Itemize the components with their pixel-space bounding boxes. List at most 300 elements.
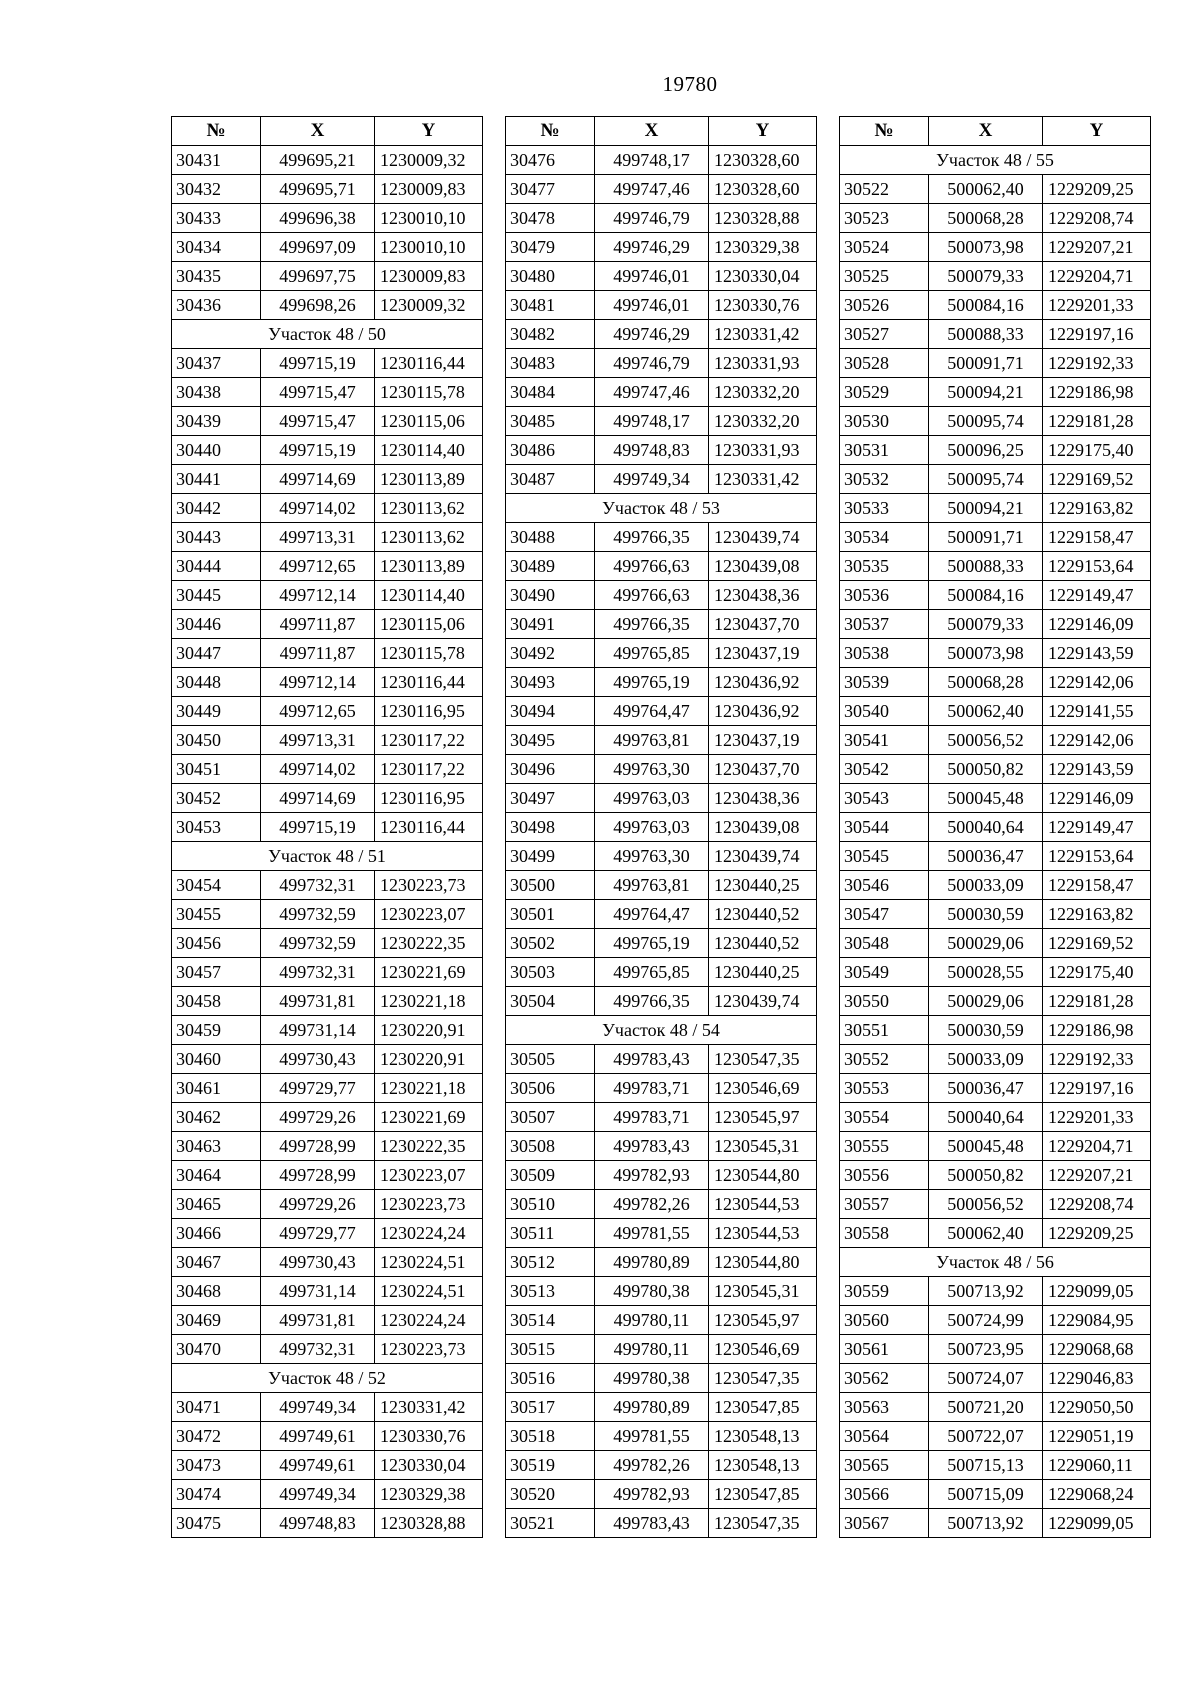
- y-coordinate: 1230331,93: [709, 349, 817, 378]
- x-coordinate: 500084,16: [929, 291, 1043, 320]
- y-coordinate: 1229046,83: [1043, 1364, 1151, 1393]
- point-number: 30476: [506, 146, 595, 175]
- x-coordinate: 499732,31: [261, 1335, 375, 1364]
- y-coordinate: 1230547,35: [709, 1364, 817, 1393]
- table-row: [506, 1103, 817, 1132]
- point-number: 30492: [506, 639, 595, 668]
- header-number: №: [840, 117, 929, 146]
- point-number: 30566: [840, 1480, 929, 1509]
- y-coordinate: 1230331,93: [709, 436, 817, 465]
- x-coordinate: 500050,82: [929, 1161, 1043, 1190]
- point-number: 30466: [172, 1219, 261, 1248]
- x-coordinate: 499695,71: [261, 175, 375, 204]
- y-coordinate: 1229163,82: [1043, 494, 1151, 523]
- section-row: [172, 1364, 483, 1393]
- table-row: [172, 146, 483, 175]
- table-row: [172, 755, 483, 784]
- x-coordinate: 499695,21: [261, 146, 375, 175]
- x-coordinate: 499746,29: [595, 320, 709, 349]
- point-number: 30483: [506, 349, 595, 378]
- point-number: 30478: [506, 204, 595, 233]
- y-coordinate: 1230331,42: [709, 320, 817, 349]
- x-coordinate: 499729,77: [261, 1074, 375, 1103]
- y-coordinate: 1230438,36: [709, 784, 817, 813]
- point-number: 30517: [506, 1393, 595, 1422]
- point-number: 30510: [506, 1190, 595, 1219]
- header-row: [172, 117, 483, 146]
- table-row: [506, 987, 817, 1016]
- x-coordinate: 499729,26: [261, 1190, 375, 1219]
- section-row: [172, 320, 483, 349]
- y-coordinate: 1230331,42: [375, 1393, 483, 1422]
- table-row: [172, 900, 483, 929]
- y-coordinate: 1230546,69: [709, 1074, 817, 1103]
- section-row: [506, 494, 817, 523]
- x-coordinate: 499713,31: [261, 523, 375, 552]
- y-coordinate: 1230117,22: [375, 726, 483, 755]
- point-number: 30501: [506, 900, 595, 929]
- x-coordinate: 500724,99: [929, 1306, 1043, 1335]
- x-coordinate: 499783,43: [595, 1045, 709, 1074]
- table-row: [506, 610, 817, 639]
- table-row: [840, 900, 1151, 929]
- point-number: 30461: [172, 1074, 261, 1103]
- y-coordinate: 1230545,31: [709, 1277, 817, 1306]
- table-row: [506, 407, 817, 436]
- table-row: [506, 1335, 817, 1364]
- point-number: 30467: [172, 1248, 261, 1277]
- y-coordinate: 1230440,25: [709, 958, 817, 987]
- y-coordinate: 1229186,98: [1043, 1016, 1151, 1045]
- table-row: [172, 1103, 483, 1132]
- point-number: 30481: [506, 291, 595, 320]
- table-row: [172, 1161, 483, 1190]
- y-coordinate: 1229197,16: [1043, 1074, 1151, 1103]
- x-coordinate: 499782,26: [595, 1451, 709, 1480]
- table-row: [172, 1480, 483, 1509]
- x-coordinate: 499715,19: [261, 813, 375, 842]
- point-number: 30474: [172, 1480, 261, 1509]
- y-coordinate: 1230223,07: [375, 900, 483, 929]
- point-number: 30440: [172, 436, 261, 465]
- y-coordinate: 1230222,35: [375, 929, 483, 958]
- point-number: 30495: [506, 726, 595, 755]
- section-row: [840, 146, 1151, 175]
- point-number: 30555: [840, 1132, 929, 1161]
- x-coordinate: 499712,65: [261, 552, 375, 581]
- y-coordinate: 1229208,74: [1043, 1190, 1151, 1219]
- y-coordinate: 1230329,38: [375, 1480, 483, 1509]
- y-coordinate: 1230223,07: [375, 1161, 483, 1190]
- x-coordinate: 499697,75: [261, 262, 375, 291]
- x-coordinate: 499715,47: [261, 407, 375, 436]
- point-number: 30465: [172, 1190, 261, 1219]
- table-row: [506, 204, 817, 233]
- x-coordinate: 500079,33: [929, 610, 1043, 639]
- point-number: 30472: [172, 1422, 261, 1451]
- table-row: [172, 726, 483, 755]
- y-coordinate: 1229175,40: [1043, 958, 1151, 987]
- point-number: 30450: [172, 726, 261, 755]
- point-number: 30463: [172, 1132, 261, 1161]
- y-coordinate: 1230328,60: [709, 146, 817, 175]
- point-number: 30549: [840, 958, 929, 987]
- table-row: [506, 900, 817, 929]
- y-coordinate: 1230332,20: [709, 407, 817, 436]
- point-number: 30502: [506, 929, 595, 958]
- table-row: [506, 175, 817, 204]
- header-x: X: [929, 117, 1043, 146]
- point-number: 30498: [506, 813, 595, 842]
- point-number: 30497: [506, 784, 595, 813]
- y-coordinate: 1230332,20: [709, 378, 817, 407]
- y-coordinate: 1230328,88: [375, 1509, 483, 1538]
- y-coordinate: 1230224,51: [375, 1248, 483, 1277]
- y-coordinate: 1229158,47: [1043, 871, 1151, 900]
- x-coordinate: 499731,81: [261, 987, 375, 1016]
- y-coordinate: 1229060,11: [1043, 1451, 1151, 1480]
- point-number: 30486: [506, 436, 595, 465]
- table-row: [172, 639, 483, 668]
- header-row: [506, 117, 817, 146]
- y-coordinate: 1229153,64: [1043, 552, 1151, 581]
- x-coordinate: 499765,19: [595, 668, 709, 697]
- y-coordinate: 1230224,24: [375, 1306, 483, 1335]
- x-coordinate: 500095,74: [929, 465, 1043, 494]
- y-coordinate: 1230439,74: [709, 987, 817, 1016]
- x-coordinate: 499713,31: [261, 726, 375, 755]
- point-number: 30503: [506, 958, 595, 987]
- y-coordinate: 1230545,97: [709, 1306, 817, 1335]
- table-row: [840, 929, 1151, 958]
- table-row: [506, 1190, 817, 1219]
- table-row: [840, 610, 1151, 639]
- point-number: 30530: [840, 407, 929, 436]
- x-coordinate: 499780,89: [595, 1393, 709, 1422]
- point-number: 30544: [840, 813, 929, 842]
- table-row: [172, 958, 483, 987]
- table-row: [840, 842, 1151, 871]
- table-row: [506, 262, 817, 291]
- point-number: 30432: [172, 175, 261, 204]
- y-coordinate: 1230116,95: [375, 697, 483, 726]
- point-number: 30436: [172, 291, 261, 320]
- table-row: [506, 1422, 817, 1451]
- point-number: 30468: [172, 1277, 261, 1306]
- table-row: [840, 697, 1151, 726]
- x-coordinate: 500068,28: [929, 668, 1043, 697]
- x-coordinate: 499783,71: [595, 1074, 709, 1103]
- point-number: 30447: [172, 639, 261, 668]
- y-coordinate: 1229149,47: [1043, 581, 1151, 610]
- y-coordinate: 1230113,62: [375, 494, 483, 523]
- table-row: [506, 146, 817, 175]
- table-row: [840, 1219, 1151, 1248]
- y-coordinate: 1230113,62: [375, 523, 483, 552]
- y-coordinate: 1229207,21: [1043, 233, 1151, 262]
- y-coordinate: 1230440,52: [709, 900, 817, 929]
- y-coordinate: 1229204,71: [1043, 1132, 1151, 1161]
- header-y: Y: [709, 117, 817, 146]
- table-row: [172, 1422, 483, 1451]
- x-coordinate: 500040,64: [929, 813, 1043, 842]
- x-coordinate: 499780,38: [595, 1364, 709, 1393]
- point-number: 30493: [506, 668, 595, 697]
- coordinates-table-1: [171, 116, 483, 1538]
- table-row: [506, 842, 817, 871]
- y-coordinate: 1230221,69: [375, 958, 483, 987]
- x-coordinate: 499781,55: [595, 1219, 709, 1248]
- x-coordinate: 499729,26: [261, 1103, 375, 1132]
- point-number: 30546: [840, 871, 929, 900]
- point-number: 30560: [840, 1306, 929, 1335]
- point-number: 30545: [840, 842, 929, 871]
- table-row: [840, 581, 1151, 610]
- table-row: [506, 1248, 817, 1277]
- table-row: [506, 465, 817, 494]
- section-label: Участок 48 / 52: [172, 1364, 483, 1393]
- table-row: [840, 1103, 1151, 1132]
- y-coordinate: 1229192,33: [1043, 349, 1151, 378]
- table-row: [172, 1509, 483, 1538]
- x-coordinate: 499696,38: [261, 204, 375, 233]
- point-number: 30532: [840, 465, 929, 494]
- point-number: 30500: [506, 871, 595, 900]
- y-coordinate: 1230544,53: [709, 1219, 817, 1248]
- x-coordinate: 499783,71: [595, 1103, 709, 1132]
- y-coordinate: 1230329,38: [709, 233, 817, 262]
- point-number: 30565: [840, 1451, 929, 1480]
- table-row: [840, 1509, 1151, 1538]
- section-row: [172, 842, 483, 871]
- point-number: 30442: [172, 494, 261, 523]
- point-number: 30533: [840, 494, 929, 523]
- y-coordinate: 1230224,24: [375, 1219, 483, 1248]
- table-row: [840, 349, 1151, 378]
- x-coordinate: 500088,33: [929, 552, 1043, 581]
- x-coordinate: 499765,85: [595, 958, 709, 987]
- x-coordinate: 499749,61: [261, 1422, 375, 1451]
- x-coordinate: 499748,83: [261, 1509, 375, 1538]
- table-row: [172, 175, 483, 204]
- point-number: 30452: [172, 784, 261, 813]
- header-row: [840, 117, 1151, 146]
- y-coordinate: 1230113,89: [375, 552, 483, 581]
- table-row: [840, 175, 1151, 204]
- y-coordinate: 1230114,40: [375, 581, 483, 610]
- point-number: 30509: [506, 1161, 595, 1190]
- point-number: 30567: [840, 1509, 929, 1538]
- table-row: [506, 1132, 817, 1161]
- table-row: [172, 1393, 483, 1422]
- point-number: 30488: [506, 523, 595, 552]
- table-row: [840, 1132, 1151, 1161]
- y-coordinate: 1230115,78: [375, 378, 483, 407]
- table-row: [172, 291, 483, 320]
- point-number: 30516: [506, 1364, 595, 1393]
- x-coordinate: 499748,17: [595, 407, 709, 436]
- table-row: [840, 407, 1151, 436]
- table-row: [506, 552, 817, 581]
- y-coordinate: 1230116,44: [375, 668, 483, 697]
- point-number: 30438: [172, 378, 261, 407]
- x-coordinate: 499766,63: [595, 552, 709, 581]
- y-coordinate: 1230437,70: [709, 610, 817, 639]
- point-number: 30455: [172, 900, 261, 929]
- y-coordinate: 1230010,10: [375, 204, 483, 233]
- header-number: №: [172, 117, 261, 146]
- y-coordinate: 1230223,73: [375, 1335, 483, 1364]
- x-coordinate: 500723,95: [929, 1335, 1043, 1364]
- x-coordinate: 500091,71: [929, 523, 1043, 552]
- table-row: [172, 349, 483, 378]
- x-coordinate: 500062,40: [929, 175, 1043, 204]
- table-row: [506, 581, 817, 610]
- point-number: 30469: [172, 1306, 261, 1335]
- point-number: 30526: [840, 291, 929, 320]
- x-coordinate: 500045,48: [929, 784, 1043, 813]
- table-row: [506, 1074, 817, 1103]
- point-number: 30564: [840, 1422, 929, 1451]
- table-row: [506, 1219, 817, 1248]
- point-number: 30435: [172, 262, 261, 291]
- x-coordinate: 500713,92: [929, 1509, 1043, 1538]
- point-number: 30515: [506, 1335, 595, 1364]
- table-row: [840, 1364, 1151, 1393]
- point-number: 30453: [172, 813, 261, 842]
- x-coordinate: 499766,35: [595, 987, 709, 1016]
- table-row: [840, 726, 1151, 755]
- table-row: [840, 1393, 1151, 1422]
- point-number: 30471: [172, 1393, 261, 1422]
- table-row: [172, 929, 483, 958]
- y-coordinate: 1229149,47: [1043, 813, 1151, 842]
- x-coordinate: 500724,07: [929, 1364, 1043, 1393]
- table-row: [840, 523, 1151, 552]
- point-number: 30477: [506, 175, 595, 204]
- table-row: [840, 1451, 1151, 1480]
- point-number: 30499: [506, 842, 595, 871]
- y-coordinate: 1229169,52: [1043, 929, 1151, 958]
- table-row: [172, 523, 483, 552]
- x-coordinate: 499714,69: [261, 784, 375, 813]
- table-row: [172, 813, 483, 842]
- y-coordinate: 1230223,73: [375, 1190, 483, 1219]
- table-row: [172, 1451, 483, 1480]
- point-number: 30551: [840, 1016, 929, 1045]
- table-row: [506, 436, 817, 465]
- x-coordinate: 499746,01: [595, 291, 709, 320]
- y-coordinate: 1229068,24: [1043, 1480, 1151, 1509]
- table-row: [840, 320, 1151, 349]
- x-coordinate: 499749,34: [261, 1480, 375, 1509]
- x-coordinate: 500030,59: [929, 900, 1043, 929]
- section-row: [840, 1248, 1151, 1277]
- table-row: [172, 1335, 483, 1364]
- x-coordinate: 500084,16: [929, 581, 1043, 610]
- table-row: [840, 378, 1151, 407]
- y-coordinate: 1229141,55: [1043, 697, 1151, 726]
- point-number: 30552: [840, 1045, 929, 1074]
- y-coordinate: 1230223,73: [375, 871, 483, 900]
- x-coordinate: 499782,26: [595, 1190, 709, 1219]
- x-coordinate: 500036,47: [929, 1074, 1043, 1103]
- x-coordinate: 500073,98: [929, 639, 1043, 668]
- point-number: 30511: [506, 1219, 595, 1248]
- x-coordinate: 500722,07: [929, 1422, 1043, 1451]
- x-coordinate: 500033,09: [929, 1045, 1043, 1074]
- table-row: [172, 1248, 483, 1277]
- point-number: 30548: [840, 929, 929, 958]
- x-coordinate: 499746,79: [595, 349, 709, 378]
- y-coordinate: 1230545,31: [709, 1132, 817, 1161]
- point-number: 30473: [172, 1451, 261, 1480]
- table-row: [840, 1045, 1151, 1074]
- y-coordinate: 1230436,92: [709, 668, 817, 697]
- table-row: [506, 523, 817, 552]
- y-coordinate: 1229084,95: [1043, 1306, 1151, 1335]
- table-row: [172, 436, 483, 465]
- y-coordinate: 1230330,76: [375, 1422, 483, 1451]
- point-number: 30538: [840, 639, 929, 668]
- point-number: 30454: [172, 871, 261, 900]
- point-number: 30462: [172, 1103, 261, 1132]
- table-row: [506, 1045, 817, 1074]
- table-row: [506, 639, 817, 668]
- x-coordinate: 499728,99: [261, 1132, 375, 1161]
- x-coordinate: 500096,25: [929, 436, 1043, 465]
- y-coordinate: 1229208,74: [1043, 204, 1151, 233]
- y-coordinate: 1230221,18: [375, 1074, 483, 1103]
- point-number: 30457: [172, 958, 261, 987]
- y-coordinate: 1230439,08: [709, 552, 817, 581]
- y-coordinate: 1229099,05: [1043, 1277, 1151, 1306]
- point-number: 30496: [506, 755, 595, 784]
- point-number: 30470: [172, 1335, 261, 1364]
- point-number: 30445: [172, 581, 261, 610]
- x-coordinate: 500045,48: [929, 1132, 1043, 1161]
- table-row: [172, 987, 483, 1016]
- y-coordinate: 1230544,53: [709, 1190, 817, 1219]
- x-coordinate: 499764,47: [595, 697, 709, 726]
- y-coordinate: 1229186,98: [1043, 378, 1151, 407]
- table-row: [172, 1306, 483, 1335]
- y-coordinate: 1230437,19: [709, 726, 817, 755]
- y-coordinate: 1229169,52: [1043, 465, 1151, 494]
- point-number: 30557: [840, 1190, 929, 1219]
- y-coordinate: 1230330,04: [375, 1451, 483, 1480]
- y-coordinate: 1230437,19: [709, 639, 817, 668]
- x-coordinate: 499748,83: [595, 436, 709, 465]
- table-row: [172, 262, 483, 291]
- point-number: 30444: [172, 552, 261, 581]
- point-number: 30464: [172, 1161, 261, 1190]
- x-coordinate: 500094,21: [929, 378, 1043, 407]
- y-coordinate: 1229197,16: [1043, 320, 1151, 349]
- point-number: 30491: [506, 610, 595, 639]
- x-coordinate: 500088,33: [929, 320, 1043, 349]
- y-coordinate: 1230010,10: [375, 233, 483, 262]
- y-coordinate: 1230544,80: [709, 1248, 817, 1277]
- point-number: 30505: [506, 1045, 595, 1074]
- point-number: 30513: [506, 1277, 595, 1306]
- table-row: [840, 639, 1151, 668]
- header-number: №: [506, 117, 595, 146]
- table-row: [172, 668, 483, 697]
- point-number: 30524: [840, 233, 929, 262]
- table-row: [506, 958, 817, 987]
- y-coordinate: 1230224,51: [375, 1277, 483, 1306]
